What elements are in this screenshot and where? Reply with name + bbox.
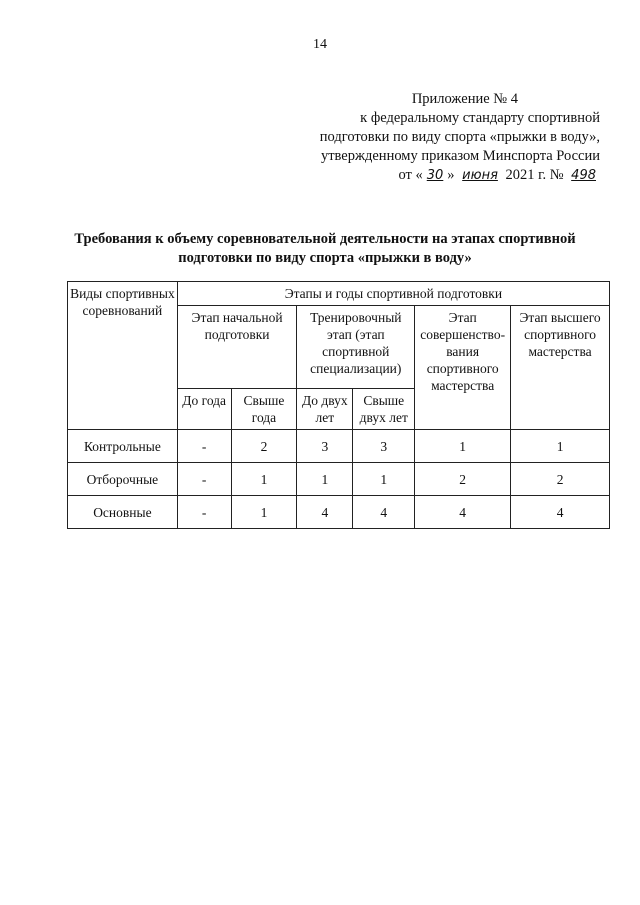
subheader-over-two-years: Свыше двух лет bbox=[353, 389, 415, 430]
subheader-up-to-two-years: До двух лет bbox=[297, 389, 353, 430]
table-cell: 1 bbox=[231, 463, 297, 496]
row-label: Контрольные bbox=[68, 430, 178, 463]
date-year: 2021 г. № bbox=[505, 167, 564, 183]
table-cell: 4 bbox=[415, 496, 511, 529]
header-stage-improvement: Этап совершенство-вания спортивного мастерства bbox=[415, 306, 511, 430]
date-mid: » bbox=[447, 167, 455, 183]
header-stage-initial: Этап начальной подготовки bbox=[177, 306, 297, 389]
appendix-line-3: утвержденному приказом Минспорта России bbox=[320, 148, 600, 164]
appendix-title: Приложение № 4 bbox=[411, 91, 518, 107]
table-cell: 3 bbox=[353, 430, 415, 463]
appendix-date-line bbox=[300, 166, 600, 185]
page-number: 14 bbox=[313, 37, 327, 52]
table-cell: 4 bbox=[353, 496, 415, 529]
table-cell: - bbox=[177, 430, 231, 463]
header-stage-highest: Этап высшего спортивного мастерства bbox=[511, 306, 610, 430]
row-label: Отборочные bbox=[68, 463, 178, 496]
appendix-header bbox=[300, 90, 600, 185]
table-row bbox=[68, 496, 610, 529]
table-cell: 1 bbox=[353, 463, 415, 496]
table-row bbox=[68, 463, 610, 496]
table-cell: 1 bbox=[297, 463, 353, 496]
handwritten-day: 30 bbox=[426, 168, 444, 183]
header-competition-types: Виды спортивных соревнований bbox=[68, 282, 178, 430]
table-cell: 2 bbox=[415, 463, 511, 496]
table-cell: 1 bbox=[511, 430, 610, 463]
table-cell: - bbox=[177, 463, 231, 496]
table-cell: 1 bbox=[415, 430, 511, 463]
handwritten-month: июня bbox=[462, 168, 498, 183]
table-row bbox=[68, 430, 610, 463]
table-cell: - bbox=[177, 496, 231, 529]
table-cell: 4 bbox=[297, 496, 353, 529]
header-stage-training: Тренировочный этап (этап спортивной специализации) bbox=[297, 306, 415, 389]
appendix-line-1: к федеральному стандарту спортивной bbox=[360, 110, 600, 126]
subheader-up-to-year: До года bbox=[177, 389, 231, 430]
table-cell: 2 bbox=[231, 430, 297, 463]
subheader-over-year: Свыше года bbox=[231, 389, 297, 430]
document-title: Требования к объему соревновательной деятельности на этапах спортивной подготовки по виду спорта «прыжки в воду» bbox=[74, 231, 576, 266]
table-cell: 2 bbox=[511, 463, 610, 496]
date-prefix: от « bbox=[398, 167, 423, 183]
table-cell: 3 bbox=[297, 430, 353, 463]
row-label: Основные bbox=[68, 496, 178, 529]
table-cell: 1 bbox=[231, 496, 297, 529]
requirements-table bbox=[67, 281, 610, 529]
appendix-line-2: подготовки по виду спорта «прыжки в воду», bbox=[319, 129, 600, 145]
table-cell: 4 bbox=[511, 496, 610, 529]
handwritten-number: 498 bbox=[571, 168, 596, 183]
header-stages: Этапы и годы спортивной подготовки bbox=[177, 282, 609, 306]
